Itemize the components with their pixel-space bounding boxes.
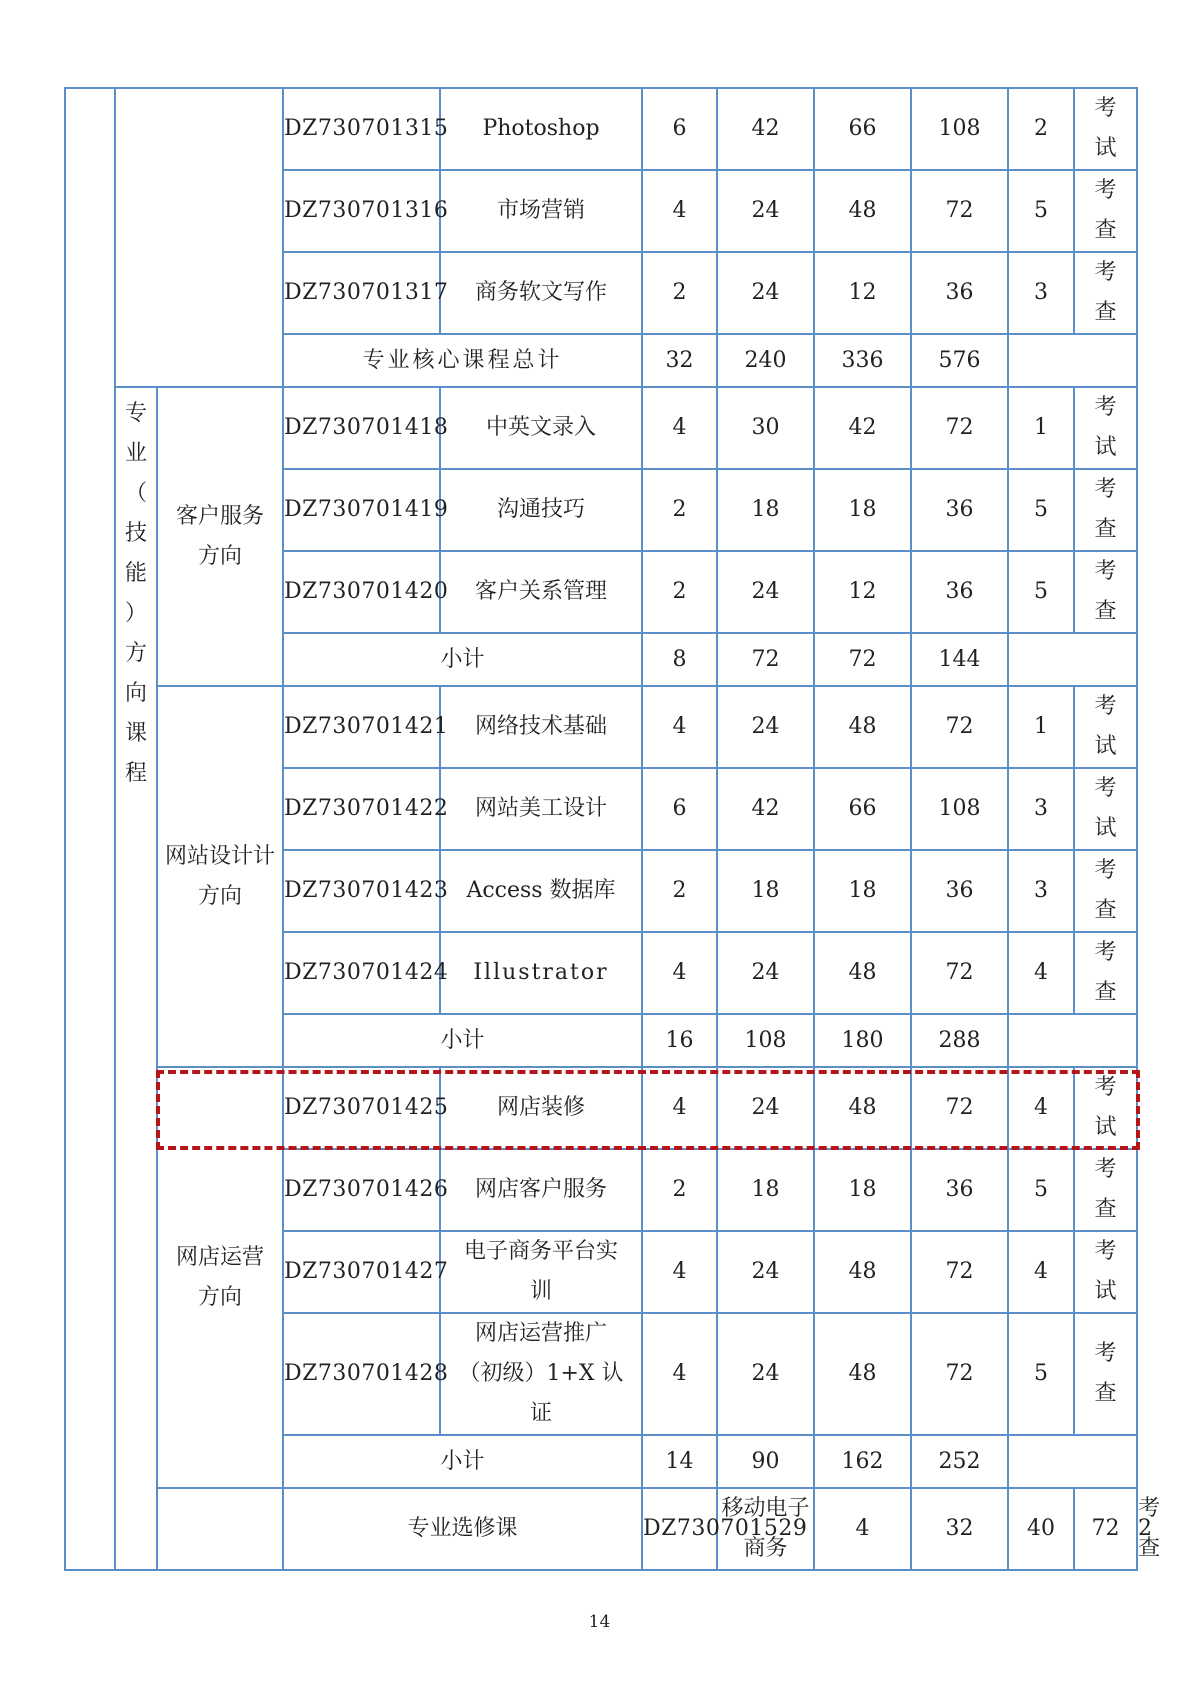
total-hours-cell: 36 <box>911 551 1008 633</box>
theory-hours-cell: 108 <box>717 1014 814 1067</box>
credit-cell: 16 <box>642 1014 717 1067</box>
course-name: 网店客户服务 <box>440 1149 642 1231</box>
credit-cell: 2 <box>642 469 717 551</box>
course-code: DZ730701529 <box>642 1488 717 1570</box>
group-label: 客户服务 方向 <box>157 387 283 686</box>
credit-cell: 2 <box>642 850 717 932</box>
practice-hours-cell: 18 <box>814 1149 911 1231</box>
theory-hours-cell: 18 <box>717 469 814 551</box>
course-code: DZ730701428 <box>283 1313 440 1435</box>
term-cell: 1 <box>1008 686 1074 768</box>
group-label: 网站设计计 方向 <box>157 686 283 1067</box>
credit-cell: 2 <box>642 551 717 633</box>
theory-hours-cell: 24 <box>717 1067 814 1149</box>
practice-hours-cell: 18 <box>814 850 911 932</box>
elective-category-label: 专业选修课 <box>283 1488 642 1570</box>
exam-type-cell: 考 试 <box>1074 1067 1137 1149</box>
theory-hours-cell: 24 <box>717 551 814 633</box>
exam-type-cell: 考 查 <box>1074 469 1137 551</box>
credit-cell: 4 <box>642 170 717 252</box>
course-code: DZ730701422 <box>283 768 440 850</box>
practice-hours-cell: 18 <box>814 469 911 551</box>
course-name: Access 数据库 <box>440 850 642 932</box>
group-label: 网店运营 方向 <box>157 1067 283 1488</box>
credit-cell: 32 <box>642 334 717 387</box>
exam-type-cell: 考 试 <box>1074 686 1137 768</box>
course-code: DZ730701316 <box>283 170 440 252</box>
course-code: DZ730701419 <box>283 469 440 551</box>
vertical-category-label: 专 业 （ 技 能 ） 方 向 课 程 <box>115 387 157 1570</box>
course-name: 商务软文写作 <box>440 252 642 334</box>
course-code: DZ730701421 <box>283 686 440 768</box>
exam-type-cell: 考 查 <box>1074 1149 1137 1231</box>
exam-type-cell: 考 查 <box>1074 1313 1137 1435</box>
term-cell: 3 <box>1008 850 1074 932</box>
course-code: DZ730701427 <box>283 1231 440 1313</box>
page-number: 14 <box>588 1612 611 1632</box>
total-hours-cell: 144 <box>911 633 1008 686</box>
exam-type-cell: 考 查 <box>1074 932 1137 1014</box>
practice-hours-cell: 162 <box>814 1435 911 1488</box>
term-cell: 5 <box>1008 1149 1074 1231</box>
exam-type-cell: 考 试 <box>1074 387 1137 469</box>
course-name: 网站美工设计 <box>440 768 642 850</box>
practice-hours-cell: 48 <box>814 1313 911 1435</box>
practice-hours-cell: 66 <box>814 88 911 170</box>
theory-hours-cell: 24 <box>717 170 814 252</box>
total-hours-cell: 36 <box>911 469 1008 551</box>
total-hours-cell: 36 <box>911 252 1008 334</box>
term-cell: 5 <box>1008 469 1074 551</box>
core-total-label: 专业核心课程总计 <box>283 334 642 387</box>
credit-cell: 4 <box>642 932 717 1014</box>
credit-cell: 4 <box>642 1067 717 1149</box>
course-table <box>64 87 1161 1571</box>
course-name: Illustrator <box>440 932 642 1014</box>
term-cell: 1 <box>1008 387 1074 469</box>
course-code: DZ730701420 <box>283 551 440 633</box>
total-hours-cell: 72 <box>911 387 1008 469</box>
total-hours-cell: 576 <box>911 334 1008 387</box>
theory-hours-cell: 42 <box>717 768 814 850</box>
practice-hours-cell: 72 <box>814 633 911 686</box>
credit-cell: 6 <box>642 88 717 170</box>
practice-hours-cell: 40 <box>1008 1488 1074 1570</box>
course-name: Photoshop <box>440 88 642 170</box>
empty-cell <box>1008 1435 1137 1488</box>
table-row <box>65 88 1137 170</box>
table-row <box>65 387 1137 469</box>
total-hours-cell: 72 <box>911 686 1008 768</box>
total-hours-cell: 108 <box>911 768 1008 850</box>
term-cell: 5 <box>1008 551 1074 633</box>
credit-cell: 4 <box>642 387 717 469</box>
credit-cell: 6 <box>642 768 717 850</box>
elective-row: 专业选修课 DZ730701529 移动电子商务 4 32 40 72 2 考 查 <box>65 1488 1137 1570</box>
practice-hours-cell: 336 <box>814 334 911 387</box>
credit-cell: 8 <box>642 633 717 686</box>
course-code: DZ730701315 <box>283 88 440 170</box>
practice-hours-cell: 42 <box>814 387 911 469</box>
practice-hours-cell: 12 <box>814 252 911 334</box>
theory-hours-cell: 24 <box>717 1313 814 1435</box>
subtotal-label: 小计 <box>283 633 642 686</box>
theory-hours-cell: 30 <box>717 387 814 469</box>
table-row <box>65 686 1137 768</box>
total-hours-cell: 36 <box>911 1149 1008 1231</box>
practice-hours-cell: 48 <box>814 1231 911 1313</box>
total-hours-cell: 288 <box>911 1014 1008 1067</box>
credit-cell: 4 <box>642 686 717 768</box>
term-cell: 5 <box>1008 170 1074 252</box>
term-cell: 4 <box>1008 932 1074 1014</box>
course-name: 中英文录入 <box>440 387 642 469</box>
exam-type-cell: 考 试 <box>1074 768 1137 850</box>
term-cell: 4 <box>1008 1067 1074 1149</box>
table-row <box>65 1067 1137 1149</box>
term-cell: 5 <box>1008 1313 1074 1435</box>
practice-hours-cell: 66 <box>814 768 911 850</box>
course-name: 电子商务平台实 训 <box>440 1231 642 1313</box>
total-hours-cell: 72 <box>911 1067 1008 1149</box>
theory-hours-cell: 24 <box>717 932 814 1014</box>
subtotal-label: 小计 <box>283 1435 642 1488</box>
exam-type-cell: 考 查 <box>1074 170 1137 252</box>
theory-hours-cell: 18 <box>717 1149 814 1231</box>
empty-cell <box>1008 334 1137 387</box>
theory-hours-cell: 90 <box>717 1435 814 1488</box>
outer-category-cell <box>157 1488 283 1570</box>
course-name: 网店运营推广 （初级）1+X 认 证 <box>440 1313 642 1435</box>
theory-hours-cell: 24 <box>717 686 814 768</box>
practice-hours-cell: 12 <box>814 551 911 633</box>
course-code: DZ730701418 <box>283 387 440 469</box>
course-code: DZ730701424 <box>283 932 440 1014</box>
course-code: DZ730701423 <box>283 850 440 932</box>
practice-hours-cell: 48 <box>814 686 911 768</box>
credit-cell: 2 <box>642 1149 717 1231</box>
total-hours-cell: 72 <box>911 932 1008 1014</box>
course-name: 客户关系管理 <box>440 551 642 633</box>
theory-hours-cell: 24 <box>717 252 814 334</box>
total-hours-cell: 72 <box>911 1313 1008 1435</box>
credit-cell: 4 <box>642 1313 717 1435</box>
theory-hours-cell: 240 <box>717 334 814 387</box>
total-hours-cell: 72 <box>1074 1488 1137 1570</box>
course-code: DZ730701425 <box>283 1067 440 1149</box>
total-hours-cell: 252 <box>911 1435 1008 1488</box>
credit-cell: 14 <box>642 1435 717 1488</box>
empty-cell <box>1008 1014 1137 1067</box>
exam-type-cell: 考 查 <box>1074 252 1137 334</box>
practice-hours-cell: 48 <box>814 1067 911 1149</box>
total-hours-cell: 108 <box>911 88 1008 170</box>
practice-hours-cell: 48 <box>814 170 911 252</box>
theory-hours-cell: 24 <box>717 1231 814 1313</box>
empty-cell <box>1008 633 1137 686</box>
term-cell: 2 <box>1008 88 1074 170</box>
term-cell: 4 <box>1008 1231 1074 1313</box>
credit-cell: 4 <box>642 1231 717 1313</box>
exam-type-cell: 考 试 <box>1074 1231 1137 1313</box>
total-hours-cell: 72 <box>911 1231 1008 1313</box>
theory-hours-cell: 18 <box>717 850 814 932</box>
credit-cell: 4 <box>814 1488 911 1570</box>
course-code: DZ730701426 <box>283 1149 440 1231</box>
total-hours-cell: 72 <box>911 170 1008 252</box>
course-code: DZ730701317 <box>283 252 440 334</box>
exam-type-cell: 考 查 <box>1074 850 1137 932</box>
credit-cell: 2 <box>642 252 717 334</box>
practice-hours-cell: 48 <box>814 932 911 1014</box>
term-cell: 3 <box>1008 768 1074 850</box>
course-name: 网店装修 <box>440 1067 642 1149</box>
course-name: 沟通技巧 <box>440 469 642 551</box>
exam-type-cell: 考 试 <box>1074 88 1137 170</box>
term-cell: 3 <box>1008 252 1074 334</box>
core-category-cell <box>115 88 283 387</box>
course-name: 网络技术基础 <box>440 686 642 768</box>
total-hours-cell: 36 <box>911 850 1008 932</box>
theory-hours-cell: 72 <box>717 633 814 686</box>
outer-category-cell <box>65 88 115 1570</box>
exam-type-cell: 考 查 <box>1074 551 1137 633</box>
subtotal-label: 小计 <box>283 1014 642 1067</box>
course-name: 移动电子商务 <box>717 1488 814 1570</box>
practice-hours-cell: 180 <box>814 1014 911 1067</box>
course-name: 市场营销 <box>440 170 642 252</box>
theory-hours-cell: 42 <box>717 88 814 170</box>
theory-hours-cell: 32 <box>911 1488 1008 1570</box>
